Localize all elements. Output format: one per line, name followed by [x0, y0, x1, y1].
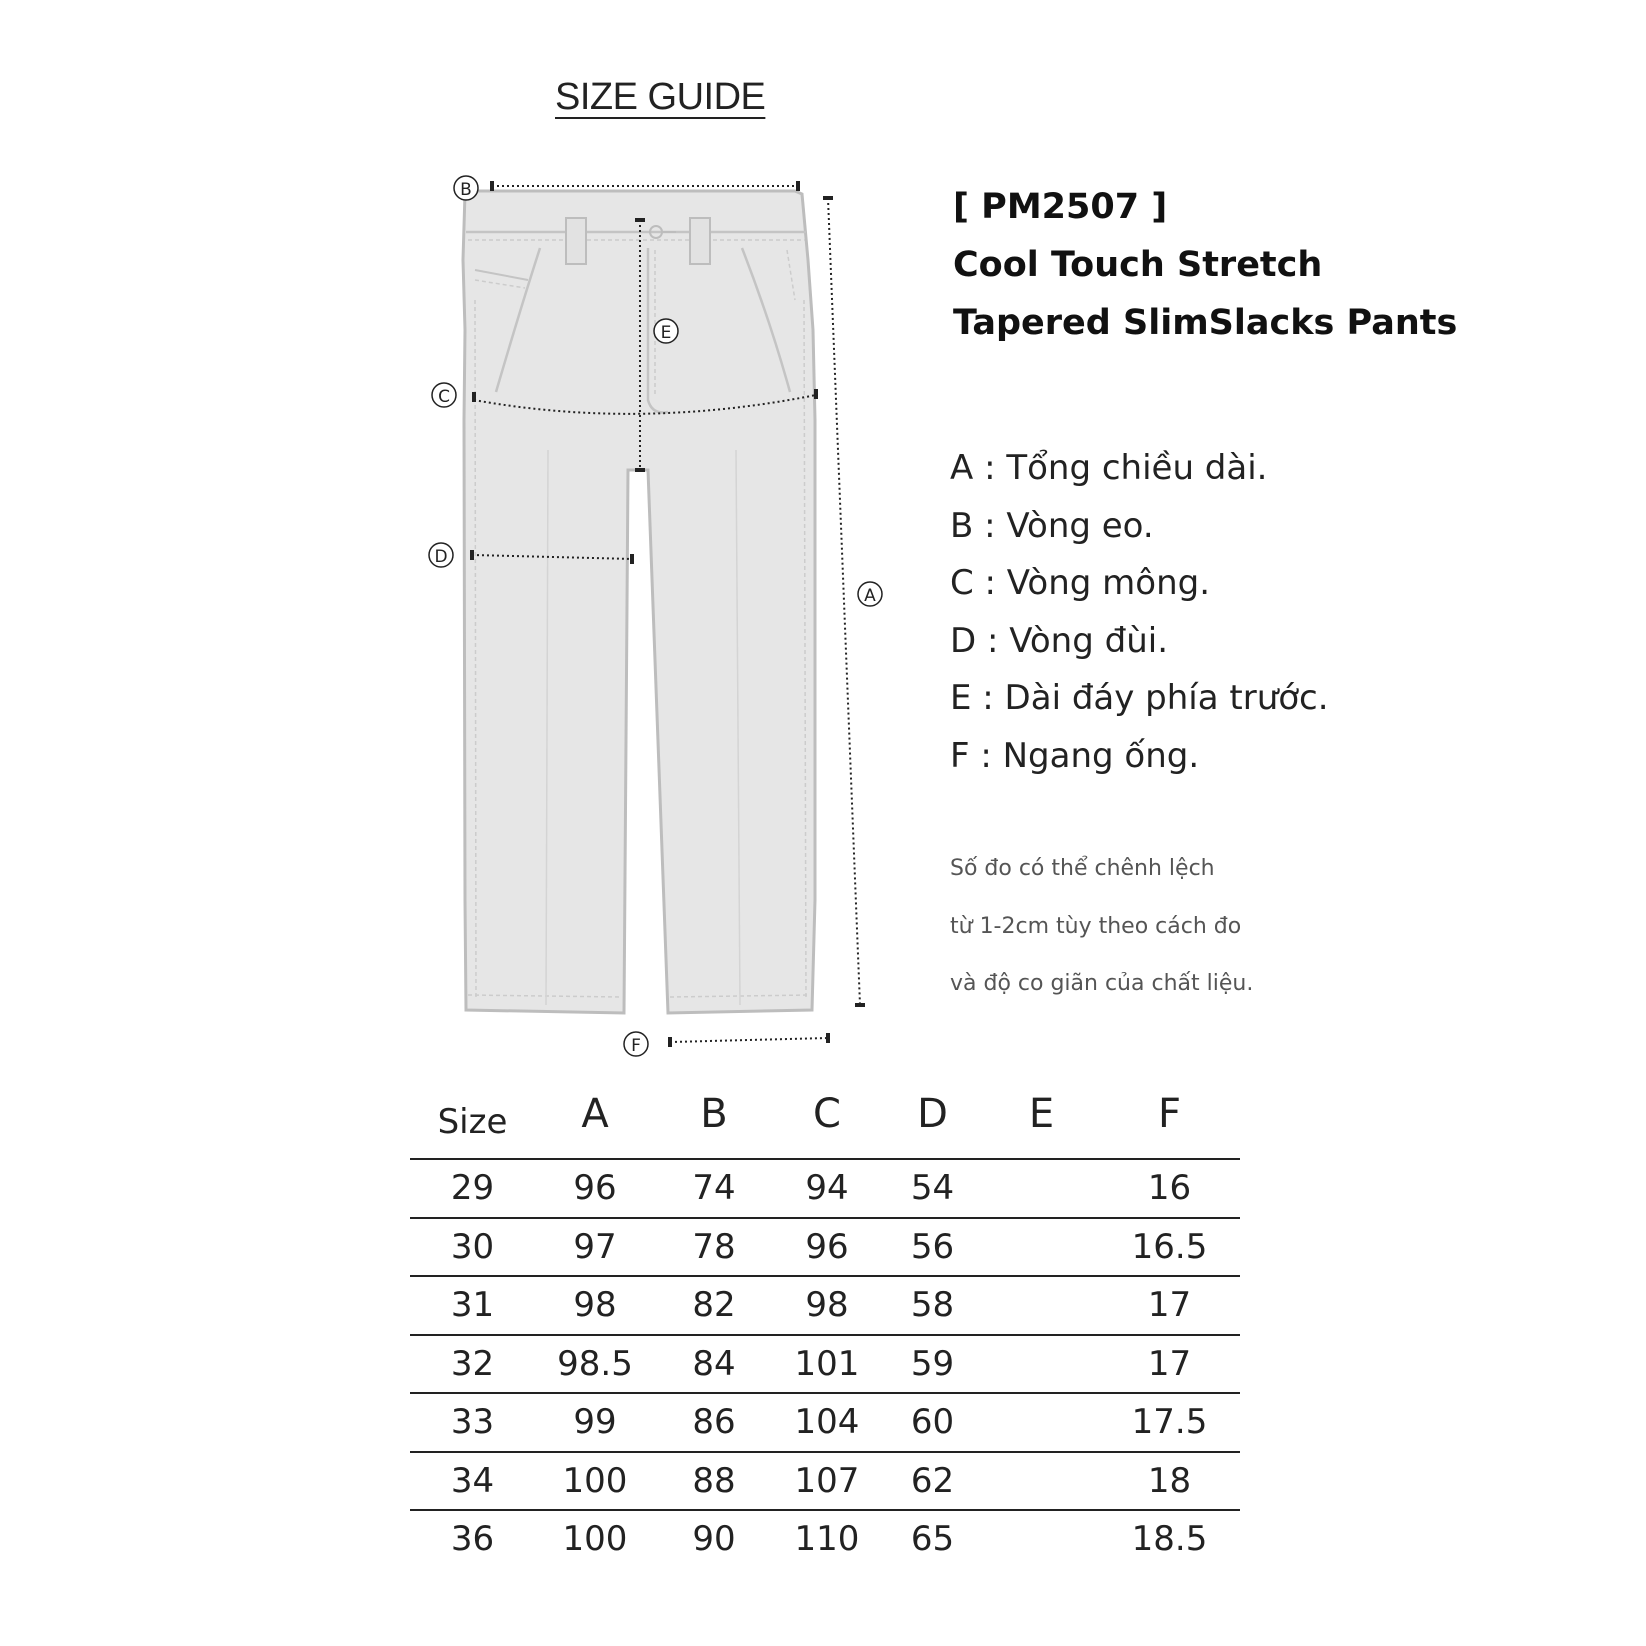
cell-e	[984, 1159, 1099, 1218]
measurement-legend	[950, 440, 1329, 785]
table-row	[410, 1335, 1240, 1394]
cell-size: 31	[410, 1276, 535, 1335]
cell-size: 32	[410, 1335, 535, 1394]
table-header-row	[410, 1070, 1240, 1159]
table-row	[410, 1510, 1240, 1568]
cell-b: 82	[655, 1276, 773, 1335]
table-row	[410, 1276, 1240, 1335]
cell-e	[984, 1335, 1099, 1394]
legend-item-c: C : Vòng mông.	[950, 563, 1211, 603]
cell-e	[984, 1510, 1099, 1568]
legend-item-e: E : Dài đáy phía trước.	[950, 678, 1329, 718]
cell-d: 59	[881, 1335, 984, 1394]
note-line: và độ co giãn của chất liệu.	[950, 971, 1254, 996]
product-info	[953, 178, 1457, 352]
size-table	[410, 1070, 1240, 1568]
cell-f: 17.5	[1099, 1393, 1240, 1452]
cell-f: 17	[1099, 1335, 1240, 1394]
legend-item-f: F : Ngang ống.	[950, 735, 1200, 776]
marker-b: B	[460, 180, 472, 200]
cell-f: 17	[1099, 1276, 1240, 1335]
cell-b: 78	[655, 1218, 773, 1277]
cell-c: 98	[773, 1276, 881, 1335]
cell-size: 34	[410, 1452, 535, 1511]
cell-b: 90	[655, 1510, 773, 1568]
table-row	[410, 1393, 1240, 1452]
cell-f: 16	[1099, 1159, 1240, 1218]
cell-c: 101	[773, 1335, 881, 1394]
header-e: E	[1028, 1091, 1055, 1137]
cell-a: 98	[535, 1276, 655, 1335]
marker-f: F	[631, 1036, 641, 1056]
cell-f: 18.5	[1099, 1510, 1240, 1568]
product-name-line2: Tapered SlimSlacks Pants	[953, 303, 1458, 343]
cell-a: 97	[535, 1218, 655, 1277]
header-b: B	[700, 1091, 728, 1137]
cell-a: 98.5	[535, 1335, 655, 1394]
header-a: A	[581, 1091, 609, 1137]
legend-item-d: D : Vòng đùi.	[950, 620, 1168, 661]
cell-size: 30	[410, 1218, 535, 1277]
cell-size: 29	[410, 1159, 535, 1218]
cell-a: 96	[535, 1159, 655, 1218]
cell-c: 94	[773, 1159, 881, 1218]
cell-a: 100	[535, 1452, 655, 1511]
cell-c: 96	[773, 1218, 881, 1277]
marker-c: C	[438, 387, 450, 407]
header-f: F	[1157, 1091, 1181, 1137]
cell-b: 86	[655, 1393, 773, 1452]
product-name-line1: Cool Touch Stretch	[953, 245, 1323, 285]
cell-size: 33	[410, 1393, 535, 1452]
cell-d: 58	[881, 1276, 984, 1335]
product-code: [ PM2507 ]	[953, 187, 1168, 227]
cell-b: 84	[655, 1335, 773, 1394]
table-row	[410, 1452, 1240, 1511]
marker-d: D	[434, 547, 448, 567]
cell-f: 16.5	[1099, 1218, 1240, 1277]
note-line: Số đo có thể chênh lệch	[950, 856, 1215, 881]
measurement-note	[950, 840, 1253, 1013]
cell-d: 60	[881, 1393, 984, 1452]
table-row	[410, 1159, 1240, 1218]
page-title: SIZE GUIDE	[555, 76, 766, 118]
table-row	[410, 1218, 1240, 1277]
cell-a: 99	[535, 1393, 655, 1452]
cell-size: 36	[410, 1510, 535, 1568]
pants-diagram	[400, 160, 900, 1060]
cell-e	[984, 1452, 1099, 1511]
cell-c: 104	[773, 1393, 881, 1452]
cell-d: 54	[881, 1159, 984, 1218]
cell-c: 107	[773, 1452, 881, 1511]
header-c: C	[813, 1091, 841, 1137]
legend-item-a: A : Tổng chiều dài.	[950, 448, 1268, 488]
pants-illustration	[463, 191, 815, 1013]
cell-b: 88	[655, 1452, 773, 1511]
cell-a: 100	[535, 1510, 655, 1568]
cell-e	[984, 1218, 1099, 1277]
note-line: từ 1-2cm tùy theo cách đo	[950, 913, 1242, 939]
header-size: Size	[437, 1102, 508, 1142]
marker-e: E	[660, 323, 672, 343]
cell-d: 62	[881, 1452, 984, 1511]
cell-c: 110	[773, 1510, 881, 1568]
cell-e	[984, 1393, 1099, 1452]
cell-e	[984, 1276, 1099, 1335]
cell-d: 56	[881, 1218, 984, 1277]
cell-d: 65	[881, 1510, 984, 1568]
legend-item-b: B : Vòng eo.	[950, 505, 1154, 546]
cell-b: 74	[655, 1159, 773, 1218]
marker-a: A	[864, 586, 876, 606]
header-d: D	[917, 1091, 948, 1137]
cell-f: 18	[1099, 1452, 1240, 1511]
